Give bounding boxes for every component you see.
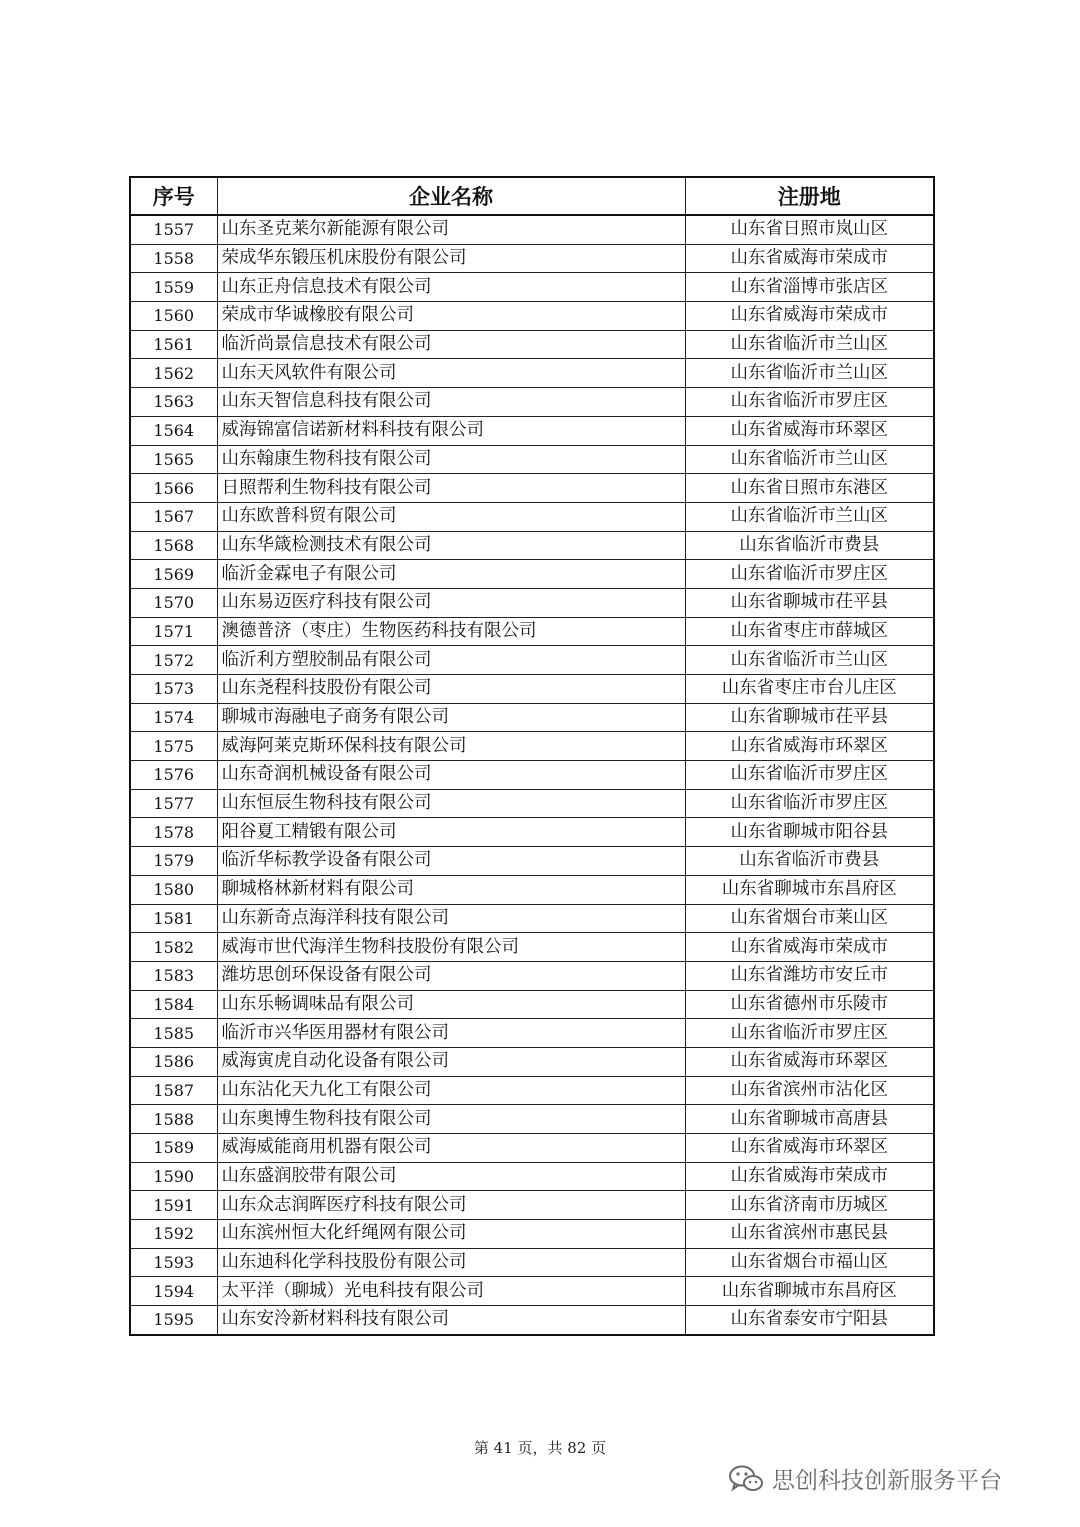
- registered-location-cell: 山东省威海市荣成市: [685, 302, 934, 331]
- serial-number-cell: 1575: [130, 732, 217, 761]
- enterprise-name-cell: 山东尧程科技股份有限公司: [217, 675, 685, 704]
- table-row: [130, 531, 934, 560]
- table-row: [130, 1019, 934, 1048]
- table-row: [130, 818, 934, 847]
- table-row: [130, 1306, 934, 1335]
- registered-location-cell: 山东省聊城市东昌府区: [685, 875, 934, 904]
- enterprise-name-cell: 威海阿莱克斯环保科技有限公司: [217, 732, 685, 761]
- table-row: [130, 1105, 934, 1134]
- registered-location-cell: 山东省滨州市惠民县: [685, 1220, 934, 1249]
- table-row: [130, 445, 934, 474]
- table-row: [130, 502, 934, 531]
- table-row: [130, 359, 934, 388]
- registered-location-cell: 山东省临沂市罗庄区: [685, 1019, 934, 1048]
- header-serial-number: 序号: [130, 177, 217, 215]
- registered-location-cell: 山东省枣庄市薛城区: [685, 617, 934, 646]
- table-row: [130, 1134, 934, 1163]
- table-row: [130, 416, 934, 445]
- table-row: [130, 1277, 934, 1306]
- enterprise-name-cell: 太平洋（聊城）光电科技有限公司: [217, 1277, 685, 1306]
- serial-number-cell: 1566: [130, 474, 217, 503]
- enterprise-name-cell: 山东迪科化学科技股份有限公司: [217, 1248, 685, 1277]
- enterprise-name-cell: 威海寅虎自动化设备有限公司: [217, 1047, 685, 1076]
- registered-location-cell: 山东省潍坊市安丘市: [685, 961, 934, 990]
- serial-number-cell: 1586: [130, 1047, 217, 1076]
- table-row: [130, 761, 934, 790]
- serial-number-cell: 1594: [130, 1277, 217, 1306]
- serial-number-cell: 1564: [130, 416, 217, 445]
- table-row: [130, 1248, 934, 1277]
- registered-location-cell: 山东省临沂市罗庄区: [685, 388, 934, 417]
- serial-number-cell: 1577: [130, 789, 217, 818]
- table-row: [130, 875, 934, 904]
- registered-location-cell: 山东省滨州市沾化区: [685, 1076, 934, 1105]
- registered-location-cell: 山东省枣庄市台儿庄区: [685, 675, 934, 704]
- registered-location-cell: 山东省临沂市罗庄区: [685, 761, 934, 790]
- serial-number-cell: 1572: [130, 646, 217, 675]
- registered-location-cell: 山东省烟台市莱山区: [685, 904, 934, 933]
- table-row: [130, 646, 934, 675]
- table-row: [130, 330, 934, 359]
- table-row: [130, 474, 934, 503]
- registered-location-cell: 山东省临沂市费县: [685, 531, 934, 560]
- enterprise-name-cell: 山东圣克莱尔新能源有限公司: [217, 215, 685, 244]
- serial-number-cell: 1563: [130, 388, 217, 417]
- table-row: [130, 933, 934, 962]
- table-row: [130, 1076, 934, 1105]
- table-row: [130, 847, 934, 876]
- serial-number-cell: 1581: [130, 904, 217, 933]
- registered-location-cell: 山东省临沂市罗庄区: [685, 789, 934, 818]
- table-row: [130, 588, 934, 617]
- enterprise-name-cell: 威海锦富信诺新材料科技有限公司: [217, 416, 685, 445]
- watermark: [728, 1462, 1002, 1495]
- serial-number-cell: 1565: [130, 445, 217, 474]
- table-row: [130, 617, 934, 646]
- registered-location-cell: 山东省威海市环翠区: [685, 732, 934, 761]
- registered-location-cell: 山东省淄博市张店区: [685, 273, 934, 302]
- page-number: 第 41 页，共 82 页: [473, 1439, 607, 1457]
- serial-number-cell: 1560: [130, 302, 217, 331]
- enterprise-name-cell: 山东安泠新材料科技有限公司: [217, 1306, 685, 1335]
- enterprise-name-cell: 阳谷夏工精锻有限公司: [217, 818, 685, 847]
- enterprise-name-cell: 山东乐畅调味品有限公司: [217, 990, 685, 1019]
- serial-number-cell: 1569: [130, 560, 217, 589]
- enterprise-name-cell: 临沂尚景信息技术有限公司: [217, 330, 685, 359]
- enterprise-name-cell: 临沂华标教学设备有限公司: [217, 847, 685, 876]
- serial-number-cell: 1579: [130, 847, 217, 876]
- table-body: [130, 215, 934, 1335]
- serial-number-cell: 1584: [130, 990, 217, 1019]
- registered-location-cell: 山东省威海市环翠区: [685, 416, 934, 445]
- wechat-icon: [728, 1464, 764, 1494]
- table-row: [130, 732, 934, 761]
- registered-location-cell: 山东省泰安市宁阳县: [685, 1306, 934, 1335]
- enterprise-name-cell: 山东正舟信息技术有限公司: [217, 273, 685, 302]
- table-row: [130, 302, 934, 331]
- serial-number-cell: 1595: [130, 1306, 217, 1335]
- enterprise-name-cell: 临沂市兴华医用器材有限公司: [217, 1019, 685, 1048]
- table-row: [130, 961, 934, 990]
- registered-location-cell: 山东省临沂市兰山区: [685, 445, 934, 474]
- table-row: [130, 560, 934, 589]
- enterprise-name-cell: 聊城格林新材料有限公司: [217, 875, 685, 904]
- enterprise-name-cell: 威海市世代海洋生物科技股份有限公司: [217, 933, 685, 962]
- serial-number-cell: 1558: [130, 244, 217, 273]
- enterprise-table: [129, 176, 935, 1336]
- registered-location-cell: 山东省聊城市东昌府区: [685, 1277, 934, 1306]
- serial-number-cell: 1580: [130, 875, 217, 904]
- enterprise-name-cell: 山东翰康生物科技有限公司: [217, 445, 685, 474]
- enterprise-name-cell: 澳德普济（枣庄）生物医药科技有限公司: [217, 617, 685, 646]
- serial-number-cell: 1593: [130, 1248, 217, 1277]
- enterprise-name-cell: 临沂金霖电子有限公司: [217, 560, 685, 589]
- enterprise-name-cell: 山东华箴检测技术有限公司: [217, 531, 685, 560]
- registered-location-cell: 山东省威海市荣成市: [685, 1162, 934, 1191]
- registered-location-cell: 山东省烟台市福山区: [685, 1248, 934, 1277]
- enterprise-name-cell: 聊城市海融电子商务有限公司: [217, 703, 685, 732]
- enterprise-name-cell: 山东天智信息科技有限公司: [217, 388, 685, 417]
- registered-location-cell: 山东省威海市荣成市: [685, 244, 934, 273]
- registered-location-cell: 山东省临沂市兰山区: [685, 646, 934, 675]
- table-row: [130, 244, 934, 273]
- header-row: [130, 177, 934, 215]
- enterprise-name-cell: 威海威能商用机器有限公司: [217, 1134, 685, 1163]
- serial-number-cell: 1592: [130, 1220, 217, 1249]
- registered-location-cell: 山东省临沂市兰山区: [685, 330, 934, 359]
- enterprise-name-cell: 临沂利方塑胶制品有限公司: [217, 646, 685, 675]
- table-row: [130, 990, 934, 1019]
- enterprise-name-cell: 山东奇润机械设备有限公司: [217, 761, 685, 790]
- registered-location-cell: 山东省聊城市茌平县: [685, 588, 934, 617]
- registered-location-cell: 山东省临沂市罗庄区: [685, 560, 934, 589]
- registered-location-cell: 山东省临沂市兰山区: [685, 359, 934, 388]
- serial-number-cell: 1568: [130, 531, 217, 560]
- enterprise-name-cell: 山东滨州恒大化纤绳网有限公司: [217, 1220, 685, 1249]
- header-enterprise-name: 企业名称: [217, 177, 685, 215]
- serial-number-cell: 1582: [130, 933, 217, 962]
- serial-number-cell: 1583: [130, 961, 217, 990]
- registered-location-cell: 山东省聊城市阳谷县: [685, 818, 934, 847]
- registered-location-cell: 山东省聊城市茌平县: [685, 703, 934, 732]
- serial-number-cell: 1562: [130, 359, 217, 388]
- enterprise-name-cell: 荣成市华诚橡胶有限公司: [217, 302, 685, 331]
- enterprise-name-cell: 山东盛润胶带有限公司: [217, 1162, 685, 1191]
- serial-number-cell: 1589: [130, 1134, 217, 1163]
- registered-location-cell: 山东省威海市环翠区: [685, 1134, 934, 1163]
- table-row: [130, 1047, 934, 1076]
- registered-location-cell: 山东省聊城市高唐县: [685, 1105, 934, 1134]
- header-registered-location: 注册地: [685, 177, 934, 215]
- table-row: [130, 703, 934, 732]
- table-row: [130, 1220, 934, 1249]
- enterprise-name-cell: 山东沾化天九化工有限公司: [217, 1076, 685, 1105]
- enterprise-name-cell: 山东恒辰生物科技有限公司: [217, 789, 685, 818]
- serial-number-cell: 1574: [130, 703, 217, 732]
- registered-location-cell: 山东省临沂市费县: [685, 847, 934, 876]
- table-row: [130, 675, 934, 704]
- registered-location-cell: 山东省临沂市兰山区: [685, 502, 934, 531]
- table-row: [130, 789, 934, 818]
- table-row: [130, 388, 934, 417]
- enterprise-name-cell: 山东欧普科贸有限公司: [217, 502, 685, 531]
- enterprise-name-cell: 山东天风软件有限公司: [217, 359, 685, 388]
- table-row: [130, 273, 934, 302]
- serial-number-cell: 1557: [130, 215, 217, 244]
- enterprise-name-cell: 潍坊思创环保设备有限公司: [217, 961, 685, 990]
- table-row: [130, 215, 934, 244]
- serial-number-cell: 1578: [130, 818, 217, 847]
- table-row: [130, 904, 934, 933]
- serial-number-cell: 1571: [130, 617, 217, 646]
- serial-number-cell: 1585: [130, 1019, 217, 1048]
- registered-location-cell: 山东省威海市环翠区: [685, 1047, 934, 1076]
- serial-number-cell: 1576: [130, 761, 217, 790]
- enterprise-name-cell: 山东新奇点海洋科技有限公司: [217, 904, 685, 933]
- enterprise-name-cell: 荣成华东锻压机床股份有限公司: [217, 244, 685, 273]
- table-header: [130, 177, 934, 215]
- serial-number-cell: 1588: [130, 1105, 217, 1134]
- serial-number-cell: 1591: [130, 1191, 217, 1220]
- serial-number-cell: 1573: [130, 675, 217, 704]
- registered-location-cell: 山东省日照市岚山区: [685, 215, 934, 244]
- serial-number-cell: 1587: [130, 1076, 217, 1105]
- enterprise-name-cell: 山东奥博生物科技有限公司: [217, 1105, 685, 1134]
- serial-number-cell: 1561: [130, 330, 217, 359]
- watermark-text: 思创科技创新服务平台: [772, 1468, 1002, 1494]
- enterprise-name-cell: 山东众志润晖医疗科技有限公司: [217, 1191, 685, 1220]
- registered-location-cell: 山东省日照市东港区: [685, 474, 934, 503]
- table-row: [130, 1191, 934, 1220]
- table-row: [130, 1162, 934, 1191]
- serial-number-cell: 1567: [130, 502, 217, 531]
- serial-number-cell: 1559: [130, 273, 217, 302]
- registered-location-cell: 山东省德州市乐陵市: [685, 990, 934, 1019]
- enterprise-name-cell: 日照帮利生物科技有限公司: [217, 474, 685, 503]
- registered-location-cell: 山东省威海市荣成市: [685, 933, 934, 962]
- serial-number-cell: 1590: [130, 1162, 217, 1191]
- enterprise-name-cell: 山东易迈医疗科技有限公司: [217, 588, 685, 617]
- serial-number-cell: 1570: [130, 588, 217, 617]
- registered-location-cell: 山东省济南市历城区: [685, 1191, 934, 1220]
